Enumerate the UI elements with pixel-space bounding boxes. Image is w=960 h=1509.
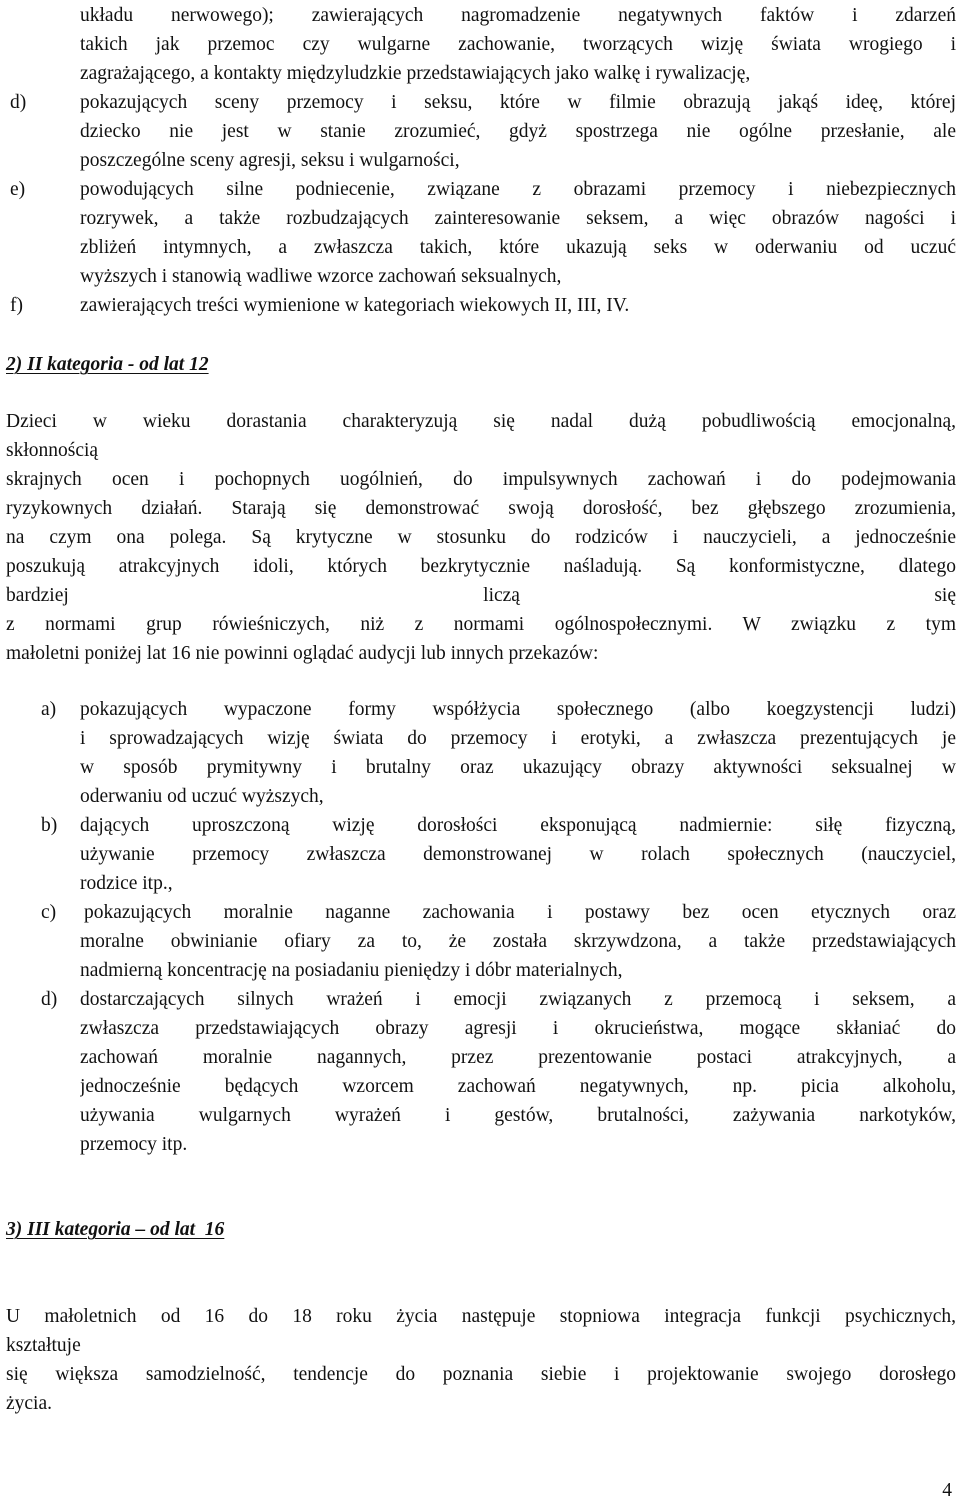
list-item-label: e) (10, 179, 26, 200)
text-line: jednocześnie będących wzorcem zachowań negatywnych, np. picia alkoholu, (80, 1076, 956, 1097)
list-item-label: a) (41, 699, 57, 720)
text-line: na czym ona polega. Są krytyczne w stosunku do rodziców i nauczycieli, a jednocześnie (6, 527, 956, 548)
text-line: pokazujących sceny przemocy i seksu, które w filmie obrazują jakąś ideę, której (80, 92, 956, 113)
text-line: poszczególne sceny agresji, seksu i wulgarności, (80, 150, 460, 171)
text-line: zawierających treści wymienione w kategoriach wiekowych II, III, IV. (80, 295, 630, 316)
text-line: układu nerwowego); zawierających nagromadzenie negatywnych faktów i zdarzeń (80, 5, 956, 26)
list-item-label: d) (10, 92, 27, 113)
text-line: moralne obwinianie ofiary za to, że została skrzywdzona, a także przedstawiających (80, 931, 956, 952)
text-line: rozrywek, a także rozbudzających zainteresowanie seksem, a więc obrazów nagości i (80, 208, 956, 229)
text-line: dających uproszczoną wizję dorosłości eksponującą nadmiernie: siłę fizyczną, (80, 815, 956, 836)
text-line: skrajnych ocen i pochopnych uogólnień, do impulsywnych zachowań i do podejmowania (6, 469, 956, 490)
list-item-label: f) (10, 295, 23, 316)
text-line: poszukują atrakcyjnych idoli, których bezkrytycznie naśladują. Są konformistyczne, dlatego (6, 556, 956, 577)
text-line: życia. (6, 1393, 53, 1414)
text-line: kształtuje (6, 1335, 81, 1356)
text-line: U małoletnich od 16 do 18 roku życia następuje stopniowa integracja funkcji psychicznych, (6, 1306, 956, 1327)
text-line: się większa samodzielność, tendencje do poznania siebie i projektowanie swojego dorosłego (6, 1364, 956, 1385)
text-line: pokazujących moralnie naganne zachowania i postawy bez ocen etycznych oraz (84, 902, 956, 923)
text-line: dziecko nie jest w stanie zrozumieć, gdyż spostrzega nie ogólne przesłanie, ale (80, 121, 956, 142)
text-line: takich jak przemoc czy wulgarne zachowanie, tworzących wizję świata wrogiego i (80, 34, 956, 55)
text-line: powodujących silne podniecenie, związane z obrazami przemocy i niebezpiecznych (80, 179, 956, 200)
text-line: zwłaszcza przedstawiających obrazy agresji i okrucieństwa, mogące skłaniać do (80, 1018, 956, 1039)
text-line: zagrażającego, a kontakty międzyludzkie przedstawiających jako walkę i rywalizację, (80, 63, 751, 84)
text-line: zbliżeń intymnych, a zwłaszcza takich, które ukazują seks w oderwaniu od uczuć (80, 237, 956, 258)
text-line: oderwaniu od uczuć wyższych, (80, 786, 324, 807)
list-item-label: d) (41, 989, 58, 1010)
text-line: używania wulgarnych wyrażeń i gestów, brutalności, zażywania narkotyków, (80, 1105, 956, 1126)
text-line: i sprowadzających wizję świata do przemocy i erotyki, a zwłaszcza prezentujących je (80, 728, 956, 749)
text-line: Dzieci w wieku dorastania charakteryzują się nadal dużą pobudliwością emocjonalną, (6, 411, 956, 432)
text-line: w sposób prymitywny i brutalny oraz ukazujący obrazy aktywności seksualnej w (80, 757, 956, 778)
list-item-label: b) (41, 815, 58, 836)
text-line: z normami grup rówieśniczych, niż z normami ogólnospołecznymi. W związku z tym (6, 614, 956, 635)
text-line: nadmierną koncentrację na posiadaniu pieniędzy i dóbr materialnych, (80, 960, 623, 981)
text-line: małoletni poniżej lat 16 nie powinni oglądać audycji lub innych przekazów: (6, 643, 599, 664)
page-number: 4 (942, 1480, 952, 1501)
text-line: wyższych i stanowią wadliwe wzorce zachowań seksualnych, (80, 266, 562, 287)
text-line: rodzice itp., (80, 873, 173, 894)
text-line: dostarczających silnych wrażeń i emocji związanych z przemocą i seksem, a (80, 989, 956, 1010)
text-line: pokazujących wypaczone formy współżycia społecznego (albo koegzystencji ludzi) (80, 699, 956, 720)
text-line: skłonnością (6, 440, 99, 461)
text-line: przemocy itp. (80, 1134, 188, 1155)
text-line: ryzykownych działań. Starają się demonstrować swoją dorosłość, bez głębszego zrozumienia, (6, 498, 956, 519)
section-heading: 3) III kategoria – od lat 16 (6, 1219, 225, 1240)
section-heading: 2) II kategoria - od lat 12 (6, 354, 209, 375)
text-line: bardziej liczą się (6, 585, 956, 606)
text-line: zachowań moralnie nagannych, przez prezentowanie postaci atrakcyjnych, a (80, 1047, 956, 1068)
list-item-label: c) (41, 902, 57, 923)
text-line: używanie przemocy zwłaszcza demonstrowanej w rolach społecznych (nauczyciel, (80, 844, 956, 865)
